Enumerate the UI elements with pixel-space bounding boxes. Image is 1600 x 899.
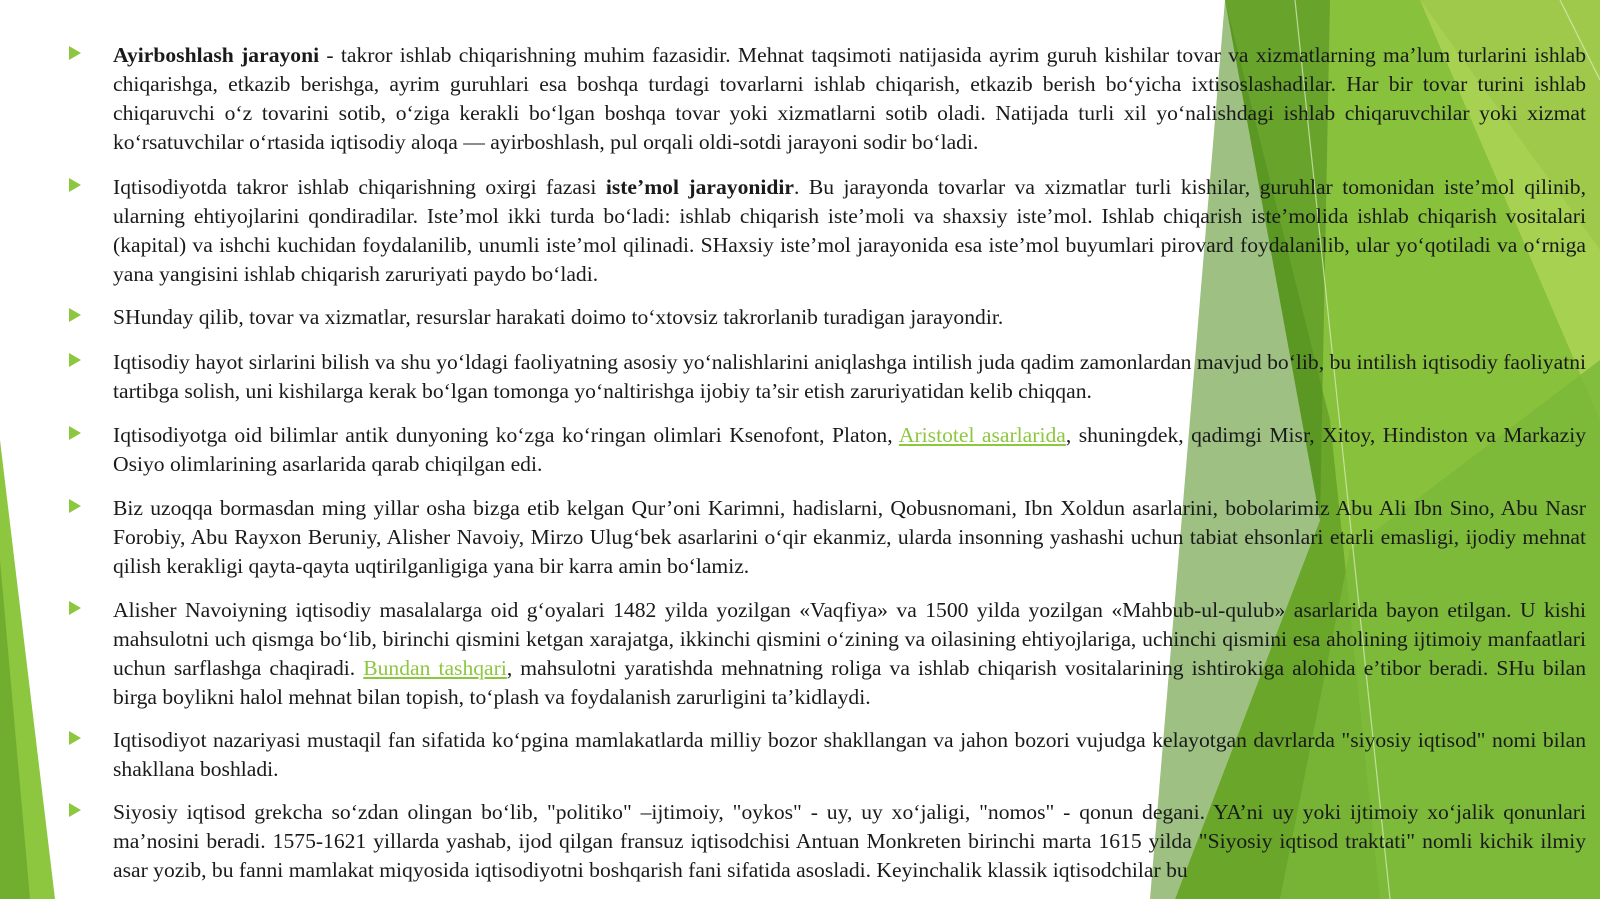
bullet-arrow-icon [69, 353, 81, 367]
paragraph-body: Iqtisodiyotda takror ishlab chiqarishning oxirgi fazasi [113, 175, 606, 199]
bullet-arrow-icon [69, 308, 81, 322]
bullet-arrow-icon [69, 803, 81, 817]
paragraph-text: Siyosiy iqtisod grekcha so‘zdan olingan bo‘lib, "politiko" –ijtimoiy, "oykos" - uy, uy xo‘jaligi, "nomos" - qonun degani. YA’ni uy yoki ijtimoiy xo‘jalik qonunlari ma’nosini beradi. 1575-1621 yillarda yashab, ijod qilgan fransuz iqtisodchisi Antuan Monkreten birinchi marta 1615 yilda "Siyosiy iqtisod traktati" nomli kichik ilmiy asar yozib, bu fanni mamlakat miqyosida iqtisodiyotni boshqarish fani sifatida asosladi. Keyinchalik klassik iqtisodchilar bu [113, 800, 1586, 882]
aristotel-link[interactable]: Aristotel asarlarida [898, 423, 1066, 447]
paragraph-body: . Bu jarayonda tovarlar va xizmatlar turli kishilar, guruhlar tomonidan iste’mol qilinib, ularning ehtiyojlarini qondiradilar. Iste’mol ikki turda bo‘ladi: ishlab chiqarish iste’moli va shaxsiy iste’mol. Ishlab chiqarish iste’molida ishlab chiqarish vositalari (kapital) va ishchi kuchidan foydalanilib, unumli iste’mol qilinadi. SHaxsiy iste’mol jarayonida esa iste’mol buyumlari pirovard foydalanilib, ular yo‘qotiladi va o‘rniga yana yangisini ishlab chiqarish zaruriyati paydo bo‘ladi. [113, 175, 1586, 286]
paragraph-body: - takror ishlab chiqarishning muhim fazasidir. Mehnat taqsimoti natijasida ayrim guruh kishilar tovar va xizmatlarning ma’lum turlarini ishlab chiqarishga, etkazib berishga, ayrim guruhlari esa boshqa turdagi tovarlarni ishlab chiqarish, etkazib berish bo‘yicha ixtisoslashadilar. Har bir tovar turini ishlab chiqaruvchi o‘z tovarini sotib, o‘ziga kerakli bo‘lgan boshqa tovar yoki xizmatlarni sotib oladi. Natijada turli xil yo‘nalishdagi ishlab chiqaruvchilar yoki xizmat ko‘rsatuvchilar o‘rtasida iqtisodiy aloqa — ayirboshlash, pul orqali oldi-sotdi jarayoni sodir bo‘ladi. [113, 43, 1586, 154]
paragraph-body: , mahsulotni yaratishda mehnatning roliga va ishlab chiqarish vositalarining ishtirokiga alohida e’tibor beradi. SHu bilan birga boylikni halol mehnat bilan topish, to‘plash va foydalanish zarurligini ta’kidlaydi. [113, 656, 1586, 709]
bullet-arrow-icon [69, 499, 81, 513]
paragraph-body: Iqtisodiyotga oid bilimlar antik dunyoning ko‘zga ko‘ringan olimlari Ksenofont, Platon, [113, 423, 899, 447]
paragraph-text [113, 421, 1586, 479]
paragraph-text: Iqtisodiyot nazariyasi mustaqil fan sifatida ko‘pgina mamlakatlarda milliy bozor shakllangan va jahon bozori vujudga kelayotgan davrlarda "siyosiy iqtisod" nomi bilan shakllana boshladi. [113, 728, 1586, 781]
paragraph-text: SHunday qilib, tovar va xizmatlar, resurslar harakati doimo to‘xtovsiz takrorlanib turadigan jarayondir. [113, 305, 1004, 329]
bundan-tashqari-link[interactable]: Bundan tashqari [363, 656, 507, 680]
bullet-arrow-icon [69, 426, 81, 440]
bullet-arrow-icon [69, 46, 81, 60]
paragraph-body: , shuningdek, qadimgi Misr, Xitoy, Hindiston va Markaziy Osiyo olimlarining asarlarida qarab chiqilgan edi. [113, 423, 1587, 476]
paragraph-text [113, 173, 1586, 289]
paragraph-text: Iqtisodiy hayot sirlarini bilish va shu yo‘ldagi faoliyatning asosiy yo‘nalishlarini aniqlashga intilish juda qadim zamonlardan mavjud bo‘lib, bu intilish iqtisodiy faoliyatni tartibga solish, uni kishilarga kerak bo‘lgan tomonga yo‘naltirishga ijobiy ta’sir etish zaruriyatidan kelib chiqqan. [113, 350, 1586, 403]
paragraph-body: Alisher Navoiyning iqtisodiy masalalarga oid g‘oyalari 1482 yilda yozilgan «Vaqfiya» va 1500 yilda yozilgan «Mahbub-ul-qulub» asarlarida bayon etilgan. U kishi mahsulotni uch qismga bo‘lib, birinchi qismini ketgan xarajatga, ikkinchi qismini o‘zining va oilasining ehtiyojlariga, uchinchi qismini esa aholining ijtimoiy manfaatlari uchun sarflashga chaqiradi. [113, 598, 1586, 680]
bullet-arrow-icon [69, 178, 81, 192]
paragraph-text [113, 596, 1586, 712]
bullet-arrow-icon [69, 601, 81, 615]
paragraph-text: Biz uzoqqa bormasdan ming yillar osha bizga etib kelgan Qur’oni Karimni, hadislarni, Qobusnomani, Ibn Xoldun asarlarini, bobolarimiz Abu Ali Ibn Sino, Abu Nasr Forobiy, Abu Rayxon Beruniy, Alisher Navoiy, Mirzo Ulug‘bek asarlarini o‘qir ekanmiz, ularda insonning yashashi uchun tabiat ehsonlari etarli emasligi, ijodiy mehnat qilish kerakligi qayta-qayta uqtirilganligiga yana bir karra amin bo‘lamiz. [113, 496, 1586, 578]
bold-term: iste’mol jarayonidir [605, 175, 794, 199]
paragraph-text [113, 41, 1586, 157]
bullet-arrow-icon [69, 731, 81, 745]
bold-term: Ayirboshlash jarayoni [113, 43, 320, 67]
